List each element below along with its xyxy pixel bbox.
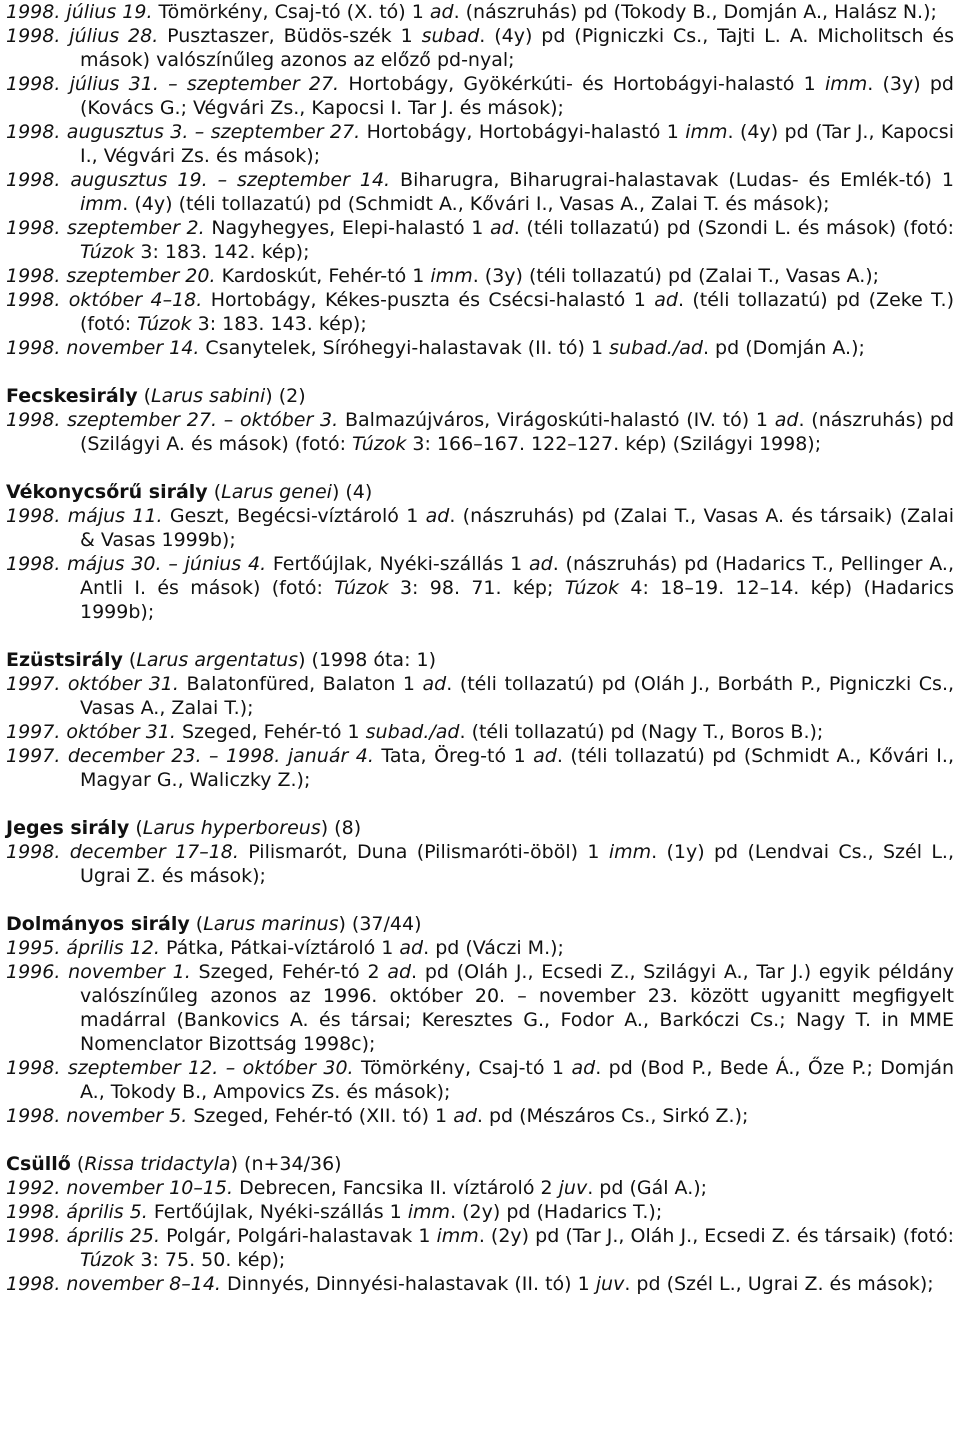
scientific-name: Larus genei (221, 481, 332, 503)
italic-term: ad (422, 673, 447, 695)
scientific-name: Rissa tridactyla (84, 1153, 231, 1175)
record-date: 1992. november 10–15. (6, 1177, 234, 1199)
record-text: 3: 183. 142. kép); (134, 241, 310, 263)
record-text: Geszt, Begécsi-víztároló 1 (162, 505, 426, 527)
scientific-name: Larus sabini (151, 385, 266, 407)
record-text: 3: 98. 71. kép; (388, 577, 565, 599)
record-entry (6, 960, 954, 1056)
italic-term: ad (387, 961, 412, 983)
record-text: . pd (Gál A.); (587, 1177, 708, 1199)
record-entry (6, 1200, 954, 1224)
record-text: Dinnyés, Dinnyési-halastavak (II. tó) 1 (220, 1273, 596, 1295)
record-text: . pd (Mészáros Cs., Sirkó Z.); (476, 1105, 749, 1127)
record-text: . (2y) pd (Tar J., Oláh J., Ecsedi Z. és társaik) (fotó: (478, 1225, 954, 1247)
record-text: 3: 75. 50. kép); (134, 1249, 286, 1271)
italic-term: subad./ad (365, 721, 460, 743)
record-entry (6, 336, 954, 360)
punct: ( (122, 649, 137, 671)
punct: ( (70, 1153, 85, 1175)
record-entry (6, 1104, 954, 1128)
record-date: 1998. május 11. (6, 505, 163, 527)
record-text: . (4y) pd (Tar J., Kapocsi I., Végvári Zs. és mások); (80, 121, 954, 167)
record-text: Tata, Öreg-tó 1 (373, 745, 534, 767)
italic-term: Túzok (564, 577, 620, 599)
italic-term: imm (407, 1201, 451, 1223)
italic-term: ad (571, 1057, 596, 1079)
scientific-name: Larus marinus (203, 913, 339, 935)
record-entry (6, 168, 954, 216)
record-text: Fertőújlak, Nyéki-szállás 1 (266, 553, 530, 575)
record-entry (6, 288, 954, 336)
italic-term: imm (80, 193, 123, 215)
italic-term: ad (399, 937, 424, 959)
species-name: Csüllő (6, 1153, 71, 1175)
italic-term: Túzok (80, 241, 135, 263)
record-text: 4: 18–19. 12–14. kép) (Hadarics 1999b); (80, 577, 954, 623)
record-entry (6, 72, 954, 120)
record-text: Biharugra, Biharugrai-halastavak (Ludas- és Emlék-tó) 1 (390, 169, 954, 191)
record-text: Hortobágy, Kékes-puszta és Csécsi-halastó 1 (202, 289, 655, 311)
record-text: . (nászruhás) pd (Tokody B., Domján A., Halász N.); (453, 1, 937, 23)
section-spacer (6, 1128, 954, 1152)
record-text: . pd (Domján A.); (702, 337, 865, 359)
species-count: ) (37/44) (338, 913, 422, 935)
italic-term: ad (529, 553, 553, 575)
record-text: Csanytelek, Síróhegyi-halastavak (II. tó) 1 (199, 337, 610, 359)
record-entry (6, 1224, 954, 1272)
record-text: . (4y) pd (Pigniczki Cs., Tajti L. A. Micholitsch és mások) valószínűleg azonos az előző pd-nyal; (80, 25, 954, 71)
record-date: 1998. október 4–18. (6, 289, 203, 311)
record-text: . (nászruhás) pd (Zalai T., Vasas A. és társaik) (Zalai & Vasas 1999b); (80, 505, 954, 551)
species-name: Ezüstsirály (6, 649, 123, 671)
record-date: 1998. szeptember 20. (6, 265, 216, 287)
record-text: Hortobágy, Hortobágyi-halastó 1 (360, 121, 686, 143)
record-date: 1998. szeptember 27. – október 3. (6, 409, 339, 431)
italic-term: imm (685, 121, 728, 143)
record-date: 1998. november 14. (6, 337, 200, 359)
record-date: 1998. július 31. – szeptember 27. (6, 73, 340, 95)
record-text: Fertőújlak, Nyéki-szállás 1 (147, 1201, 408, 1223)
species-heading (6, 1152, 954, 1176)
italic-term: Túzok (352, 433, 407, 455)
record-entry (6, 408, 954, 456)
italic-term: Túzok (334, 577, 389, 599)
record-entry (6, 936, 954, 960)
record-date: 1998. december 17–18. (6, 841, 239, 863)
species-heading (6, 384, 954, 408)
record-entry (6, 120, 954, 168)
italic-term: imm (824, 73, 868, 95)
record-date: 1998. augusztus 3. – szeptember 27. (6, 121, 361, 143)
species-count: ) (4) (331, 481, 373, 503)
record-text: . pd (Bod P., Bede Á., Őze P.; Domján A., Tokody B., Ampovics Zs. és mások); (80, 1057, 955, 1103)
species-heading (6, 648, 954, 672)
species-heading (6, 816, 954, 840)
record-text: . (3y) (téli tollazatú) pd (Zalai T., Vasas A.); (472, 265, 880, 287)
italic-term: ad (425, 505, 450, 527)
species-name: Vékonycsőrű sirály (6, 481, 208, 503)
record-entry (6, 264, 954, 288)
italic-term: ad (533, 745, 557, 767)
record-entry (6, 1176, 954, 1200)
record-date: 1998. november 5. (6, 1105, 188, 1127)
record-date: 1998. szeptember 2. (6, 217, 205, 239)
scientific-name: Larus hyperboreus (142, 817, 321, 839)
record-text: Hortobágy, Gyökérkúti- és Hortobágyi-halastó 1 (339, 73, 825, 95)
record-text: 3: 183. 143. kép); (191, 313, 367, 335)
record-date: 1995. április 12. (6, 937, 160, 959)
record-text: . (1y) pd (Lendvai Cs., Szél L., Ugrai Z. és mások); (80, 841, 955, 887)
record-text: Tömörkény, Csaj-tó (X. tó) 1 (152, 1, 430, 23)
record-text: Szeged, Fehér-tó 2 (190, 961, 388, 983)
record-date: 1998. május 30. – június 4. (6, 553, 267, 575)
species-heading (6, 480, 954, 504)
species-name: Dolmányos sirály (6, 913, 190, 935)
section-spacer (6, 456, 954, 480)
scientific-name: Larus argentatus (136, 649, 299, 671)
record-text: . (téli tollazatú) pd (Oláh J., Borbáth P., Pigniczki Cs., Vasas A., Zalai T.); (80, 673, 955, 719)
record-text: . pd (Oláh J., Ecsedi Z., Szilágyi A., Tar J.) egyik példány valószínűleg azonos az 1996. október 20. – november 23. között ugyanitt megfigyelt madárral (Bankovics A. és társai; Keresztes G., Fodor A., Barkóczi Cs.; Nagy T. in MME Nomenclator Bizottság 1998c); (80, 961, 954, 1055)
italic-term: Túzok (80, 1249, 135, 1271)
italic-term: imm (430, 265, 473, 287)
record-text: Pusztaszer, Büdös-szék 1 (158, 25, 422, 47)
record-text: . (téli tollazatú) pd (Schmidt A., Kővári I., Magyar G., Waliczky Z.); (80, 745, 954, 791)
italic-term: ad (774, 409, 799, 431)
species-count: ) (8) (320, 817, 362, 839)
record-text: Tömörkény, Csaj-tó 1 (353, 1057, 572, 1079)
record-date: 1998. július 19. (6, 1, 153, 23)
record-text: Kardoskút, Fehér-tó 1 (215, 265, 431, 287)
species-heading (6, 912, 954, 936)
record-text: . (téli tollazatú) pd (Szondi L. és mások) (fotó: (513, 217, 954, 239)
italic-term: ad (654, 289, 678, 311)
record-text: . (2y) pd (Hadarics T.); (450, 1201, 663, 1223)
italic-term: subad (421, 25, 480, 47)
species-name: Fecskesirály (6, 385, 138, 407)
record-text: . (3y) pd (Kovács G.; Végvári Zs., Kapocsi I. Tar J. és mások); (80, 73, 954, 119)
record-date: 1998. július 28. (6, 25, 159, 47)
italic-term: subad./ad (609, 337, 703, 359)
record-entry (6, 1056, 954, 1104)
italic-term: imm (436, 1225, 479, 1247)
record-text: Balmazújváros, Virágoskúti-halastó (IV. tó) 1 (338, 409, 775, 431)
species-count: ) (1998 óta: 1) (298, 649, 437, 671)
record-text: Nagyhegyes, Elepi-halastó 1 (204, 217, 490, 239)
record-text: Pilismarót, Duna (Pilismaróti-öböl) 1 (238, 841, 609, 863)
section-spacer (6, 360, 954, 384)
record-text: . pd (Szél L., Ugrai Z. és mások); (624, 1273, 934, 1295)
record-date: 1997. december 23. – 1998. január 4. (6, 745, 374, 767)
punct: ( (137, 385, 152, 407)
record-entry (6, 504, 954, 552)
record-entry (6, 24, 954, 72)
record-text: . (téli tollazatú) pd (Zeke T.) (fotó: (80, 289, 954, 335)
species-count: ) (n+34/36) (230, 1153, 342, 1175)
punct: ( (189, 913, 204, 935)
record-text: Szeged, Fehér-tó (XII. tó) 1 (187, 1105, 454, 1127)
record-text: . (téli tollazatú) pd (Nagy T., Boros B.); (459, 721, 824, 743)
record-date: 1997. október 31. (6, 721, 176, 743)
record-text: . (4y) (téli tollazatú) pd (Schmidt A., Kővári I., Vasas A., Zalai T. és mások); (122, 193, 830, 215)
record-text: Polgár, Polgári-halastavak 1 (160, 1225, 437, 1247)
record-entry (6, 840, 954, 888)
record-date: 1998. november 8–14. (6, 1273, 221, 1295)
italic-term: imm (608, 841, 652, 863)
record-entry (6, 552, 954, 624)
record-entry (6, 216, 954, 264)
record-entry (6, 0, 954, 24)
record-text: Szeged, Fehér-tó 1 (175, 721, 366, 743)
record-date: 1997. október 31. (6, 673, 179, 695)
record-date: 1998. április 5. (6, 1201, 148, 1223)
italic-term: Túzok (137, 313, 192, 335)
record-date: 1998. szeptember 12. – október 30. (6, 1057, 354, 1079)
record-text: Debrecen, Fancsika II. víztároló 2 (233, 1177, 559, 1199)
record-entry (6, 744, 954, 792)
record-entry (6, 1272, 954, 1296)
italic-term: ad (453, 1105, 477, 1127)
record-text: . (nászruhás) pd (Szilágyi A. és mások) (fotó: (80, 409, 955, 455)
section-spacer (6, 888, 954, 912)
species-name: Jeges sirály (6, 817, 130, 839)
record-text: . (nászruhás) pd (Hadarics T., Pellinger A., Antli I. és mások) (fotó: (80, 553, 954, 599)
italic-term: juv (595, 1273, 625, 1295)
section-spacer (6, 792, 954, 816)
punct: ( (129, 817, 143, 839)
section-spacer (6, 624, 954, 648)
record-text: Balatonfüred, Balaton 1 (178, 673, 423, 695)
record-text: 3: 166–167. 122–127. kép) (Szilágyi 1998); (406, 433, 822, 455)
record-date: 1996. november 1. (6, 961, 191, 983)
italic-term: ad (489, 217, 514, 239)
record-date: 1998. augusztus 19. – szeptember 14. (6, 169, 391, 191)
record-entry (6, 720, 954, 744)
record-entry (6, 672, 954, 720)
record-date: 1998. április 25. (6, 1225, 161, 1247)
species-count: ) (2) (265, 385, 306, 407)
record-text: Pátka, Pátkai-víztároló 1 (159, 937, 400, 959)
record-text: . pd (Váczi M.); (423, 937, 564, 959)
italic-term: ad (429, 1, 454, 23)
italic-term: juv (558, 1177, 588, 1199)
punct: ( (207, 481, 222, 503)
